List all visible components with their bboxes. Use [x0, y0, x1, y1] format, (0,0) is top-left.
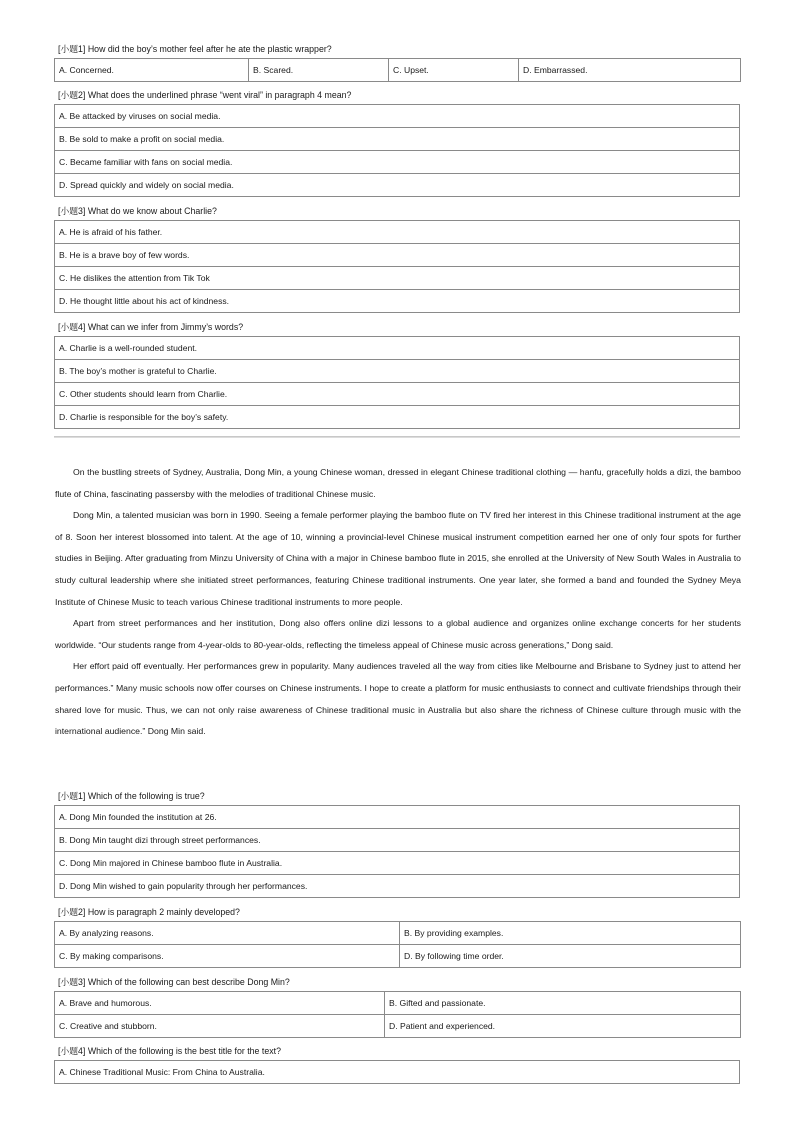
question-1-2: [小题2] What does the underlined phrase “went viral” in paragraph 4 mean?	[58, 90, 352, 100]
option-d[interactable]: D. Spread quickly and widely on social media.	[55, 174, 740, 197]
option-c[interactable]: C. Dong Min majored in Chinese bamboo flute in Australia.	[55, 852, 740, 875]
question-1-1: [小题1] How did the boy’s mother feel after he ate the plastic wrapper?	[58, 44, 332, 54]
question-1-3: [小题3] What do we know about Charlie?	[58, 206, 217, 216]
option-b[interactable]: B. Be sold to make a profit on social media.	[55, 128, 740, 151]
option-d[interactable]: D. Dong Min wished to gain popularity through her performances.	[55, 875, 740, 898]
option-c[interactable]: C. Other students should learn from Charlie.	[55, 383, 740, 406]
option-a[interactable]: A. Dong Min founded the institution at 26.	[55, 806, 740, 829]
option-a[interactable]: A. Brave and humorous.	[55, 992, 385, 1015]
option-b[interactable]: B. By providing examples.	[400, 922, 741, 945]
passage-paragraph: Dong Min, a talented musician was born in 1990. Seeing a female performer playing the bamboo flute on TV fired her interest in this Chinese traditional instrument at the age of 8. Soon her interest blossomed into talent. At the age of 10, winning a provincial-level Chinese musical instrument competition earned her one of only four spots for further studies in Beijing. After graduating from Minzu University of China with a major in Chinese bamboo flute in 2015, she enrolled at the University of New South Wales in Australia to study cultural leadership where she initiated street performances, featuring Chinese traditional instruments. One year later, she formed a band and founded the Sydney Meya Institute of Chinese Music to teach various Chinese traditional instruments to more people.	[55, 510, 741, 607]
option-b[interactable]: B. Gifted and passionate.	[385, 992, 741, 1015]
option-a[interactable]: A. Charlie is a well-rounded student.	[55, 337, 740, 360]
options-2-2	[54, 921, 741, 968]
option-a[interactable]: A. Chinese Traditional Music: From China to Australia.	[55, 1061, 740, 1084]
options-1-3	[54, 220, 740, 313]
question-2-1: [小题1] Which of the following is true?	[58, 791, 205, 801]
option-c[interactable]: C. He dislikes the attention from Tik Tok	[55, 267, 740, 290]
reading-passage	[55, 462, 741, 743]
question-2-2: [小题2] How is paragraph 2 mainly developed?	[58, 907, 240, 917]
option-d[interactable]: D. Charlie is responsible for the boy’s safety.	[55, 406, 740, 429]
option-b[interactable]: B. The boy’s mother is grateful to Charlie.	[55, 360, 740, 383]
options-2-4	[54, 1060, 740, 1084]
option-d[interactable]: D. He thought little about his act of kindness.	[55, 290, 740, 313]
question-1-4: [小题4] What can we infer from Jimmy’s words?	[58, 322, 244, 332]
question-2-4: [小题4] Which of the following is the best title for the text?	[58, 1046, 281, 1056]
option-c[interactable]: C. Upset.	[389, 59, 519, 82]
passage-paragraph: Her effort paid off eventually. Her performances grew in popularity. Many audiences traveled all the way from cities like Melbourne and Brisbane to Sydney just to attend her performances.” Many music schools now offer courses on Chinese instruments. I hope to create a platform for music enthusiasts to connect and cultivate friendships through their shared love for music. Thus, we can not only raise awareness of Chinese traditional music in Australia but also share the richness of Chinese culture through music with the international audience.” Dong Min said.	[55, 661, 741, 737]
option-b[interactable]: B. Dong Min taught dizi through street performances.	[55, 829, 740, 852]
option-b[interactable]: B. He is a brave boy of few words.	[55, 244, 740, 267]
option-b[interactable]: B. Scared.	[249, 59, 389, 82]
passage-paragraph: Apart from street performances and her institution, Dong also offers online dizi lessons to a global audience and organizes online exchange concerts for her students worldwide. “Our students range from 4-year-olds to 80-year-olds, reflecting the timeless appeal of Chinese music across generations,” Dong said.	[55, 618, 741, 650]
options-1-2	[54, 104, 740, 197]
option-c[interactable]: C. Creative and stubborn.	[55, 1015, 385, 1038]
options-2-3	[54, 991, 741, 1038]
option-a[interactable]: A. By analyzing reasons.	[55, 922, 400, 945]
option-d[interactable]: D. By following time order.	[400, 945, 741, 968]
option-c[interactable]: C. Became familiar with fans on social media.	[55, 151, 740, 174]
option-a[interactable]: A. Concerned.	[55, 59, 249, 82]
option-a[interactable]: A. Be attacked by viruses on social media.	[55, 105, 740, 128]
question-2-3: [小题3] Which of the following can best describe Dong Min?	[58, 977, 290, 987]
option-d[interactable]: D. Patient and experienced.	[385, 1015, 741, 1038]
option-d[interactable]: D. Embarrassed.	[519, 59, 741, 82]
option-a[interactable]: A. He is afraid of his father.	[55, 221, 740, 244]
passage-paragraph: On the bustling streets of Sydney, Australia, Dong Min, a young Chinese woman, dressed in elegant Chinese traditional clothing — hanfu, gracefully holds a dizi, the bamboo flute of China, fascinating passersby with the melodies of traditional Chinese music.	[55, 467, 741, 499]
option-c[interactable]: C. By making comparisons.	[55, 945, 400, 968]
options-1-4	[54, 336, 740, 429]
options-1-1	[54, 58, 741, 82]
options-2-1	[54, 805, 740, 898]
section-divider	[54, 436, 740, 438]
